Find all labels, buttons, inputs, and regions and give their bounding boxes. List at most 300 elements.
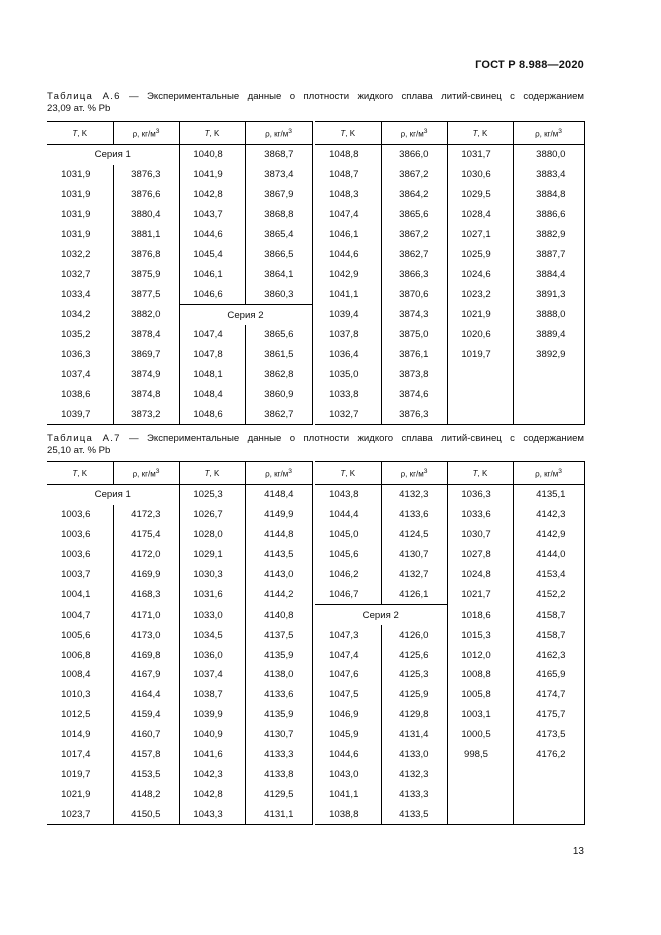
density-cell: 3886,6 xyxy=(513,205,584,225)
table-header xyxy=(47,122,584,145)
temperature-cell: 1038,8 xyxy=(315,804,381,824)
temperature-cell: 1036,0 xyxy=(179,645,245,665)
density-cell: 4133,3 xyxy=(245,745,312,765)
caption-text: — Экспериментальные данные о плотности жидкого сплава литий-свинец с содержанием xyxy=(129,433,585,444)
table-row xyxy=(47,345,584,365)
density-cell: 3891,3 xyxy=(513,284,584,304)
temperature-cell: 1019,7 xyxy=(447,345,513,365)
density-cell: 3876,3 xyxy=(381,405,447,425)
temperature-cell: 1043,0 xyxy=(329,768,359,780)
density-cell: 4132,3 xyxy=(381,764,447,784)
density-cell: 4133,5 xyxy=(381,804,447,824)
density-cell: 4131,1 xyxy=(245,804,312,824)
density-cell: 3865,6 xyxy=(381,205,447,225)
density-unit-exponent: 3 xyxy=(423,127,428,135)
series-label: Серия 1 xyxy=(47,485,179,505)
density-cell: 4130,7 xyxy=(245,725,312,745)
density-unit-exponent: 3 xyxy=(155,127,160,135)
density-cell: 3888,0 xyxy=(513,305,584,325)
table-row xyxy=(47,784,584,804)
density-cell: 4124,5 xyxy=(381,525,447,545)
density-cell: 3889,4 xyxy=(513,325,584,345)
temperature-cell: 1025,9 xyxy=(447,244,513,264)
temperature-cell: 1031,9 xyxy=(61,189,91,201)
density-cell: 4143,5 xyxy=(245,545,312,565)
density-cell: 4164,4 xyxy=(113,685,179,705)
temperature-cell: 1043,3 xyxy=(179,804,245,824)
density-unit-exponent: 3 xyxy=(288,467,292,475)
density-cell: 4172,0 xyxy=(113,545,179,565)
temperature-cell: 1041,9 xyxy=(179,165,245,185)
density-cell: 3876,1 xyxy=(381,345,447,365)
density-cell: 3867,2 xyxy=(381,225,447,245)
temperature-cell: 1031,7 xyxy=(447,145,513,165)
density-cell: 4165,9 xyxy=(513,665,584,685)
temperature-cell: 1004,7 xyxy=(61,609,91,621)
density-cell: 4169,9 xyxy=(113,565,179,585)
series-label: Серия 2 xyxy=(315,605,447,625)
temperature-unit: , K xyxy=(345,468,356,478)
density-cell: 3862,8 xyxy=(245,365,312,385)
density-cell: 3873,8 xyxy=(381,365,447,385)
density-label: ρ, кг/м xyxy=(132,129,156,139)
density-cell: 3864,1 xyxy=(245,264,312,284)
temperature-cell xyxy=(447,784,513,804)
table-row xyxy=(47,545,584,565)
density-cell: 3873,4 xyxy=(245,165,312,185)
density-cell: 4148,4 xyxy=(245,485,312,505)
table-row xyxy=(47,264,584,284)
density-cell: 3876,8 xyxy=(113,244,179,264)
density-cell: 3880,0 xyxy=(513,145,584,165)
density-cell: 4148,2 xyxy=(113,784,179,804)
temperature-cell: 1031,6 xyxy=(179,584,245,604)
density-unit-exponent: 3 xyxy=(558,467,562,475)
density-cell: 3883,4 xyxy=(513,165,584,185)
density-cell: 4158,7 xyxy=(513,625,584,645)
density-cell: 4125,3 xyxy=(381,665,447,685)
temperature-cell: 998,5 xyxy=(447,745,513,765)
temperature-cell: 1042,3 xyxy=(179,764,245,784)
temperature-cell: 1025,3 xyxy=(179,485,245,505)
page-number: 13 xyxy=(572,846,584,857)
temperature-unit: , K xyxy=(477,468,488,478)
density-cell: 3874,6 xyxy=(381,385,447,405)
density-cell: 3876,3 xyxy=(113,165,179,185)
temperature-cell: 1024,8 xyxy=(447,565,513,585)
density-cell: 4171,0 xyxy=(113,605,179,625)
temperature-cell: 1018,6 xyxy=(447,605,513,625)
temperature-cell: 1036,4 xyxy=(329,349,359,361)
density-cell: 3884,8 xyxy=(513,185,584,205)
density-cell: 3869,7 xyxy=(113,345,179,365)
density-cell: 3874,9 xyxy=(113,365,179,385)
temperature-unit: , K xyxy=(77,468,88,478)
caption-text: — Экспериментальные данные о плотности жидкого сплава литий-свинец с содержанием xyxy=(129,91,585,102)
density-cell xyxy=(513,385,584,405)
density-cell: 3866,5 xyxy=(245,244,312,264)
table-row xyxy=(47,244,584,264)
table-row xyxy=(47,205,584,225)
density-cell xyxy=(513,784,584,804)
table-row xyxy=(47,705,584,725)
temperature-unit: , K xyxy=(77,128,88,138)
header-temperature xyxy=(47,462,113,485)
caption-line2: 23,09 ат. % Pb xyxy=(47,103,111,114)
density-cell: 3865,6 xyxy=(245,325,312,345)
temperature-cell: 1031,9 xyxy=(61,229,91,240)
temperature-cell: 1003,6 xyxy=(61,549,91,561)
density-cell: 4173,5 xyxy=(513,725,584,745)
temperature-cell: 1012,0 xyxy=(447,645,513,665)
density-cell: 4132,7 xyxy=(381,565,447,585)
temperature-cell: 1039,7 xyxy=(47,405,113,425)
temperature-cell: 1038,6 xyxy=(61,389,91,401)
density-cell: 4132,3 xyxy=(381,485,447,505)
header-row xyxy=(47,462,584,485)
temperature-cell: 1037,8 xyxy=(329,329,359,341)
table-row xyxy=(47,284,584,304)
table-row xyxy=(47,625,584,645)
header-temperature xyxy=(447,122,513,145)
table-row xyxy=(47,145,584,165)
density-cell: 3874,8 xyxy=(113,385,179,405)
temperature-symbol: T xyxy=(472,468,478,478)
density-cell: 3875,0 xyxy=(381,325,447,345)
header-temperature xyxy=(447,462,513,485)
series-label: Серия 2 xyxy=(179,305,312,325)
temperature-cell: 1047,3 xyxy=(329,629,359,641)
temperature-cell: 1045,9 xyxy=(329,729,359,741)
temperature-cell: 1032,2 xyxy=(61,248,91,260)
temperature-cell: 1045,4 xyxy=(179,244,245,264)
temperature-cell: 1044,4 xyxy=(329,509,359,521)
density-cell: 3866,3 xyxy=(381,264,447,284)
temperature-cell: 1046,7 xyxy=(315,584,381,604)
header-density xyxy=(245,122,312,145)
density-cell: 4133,6 xyxy=(381,505,447,525)
header-density xyxy=(381,122,447,145)
density-unit-exponent: 3 xyxy=(155,467,160,475)
density-cell: 4142,3 xyxy=(513,505,584,525)
caption-label: Таблица А.6 xyxy=(47,91,121,102)
density-unit-exponent: 3 xyxy=(558,127,562,135)
temperature-cell: 1042,8 xyxy=(179,185,245,205)
density-cell: 4169,8 xyxy=(113,645,179,665)
density-cell: 3882,9 xyxy=(513,225,584,245)
temperature-symbol: T xyxy=(340,468,346,478)
table-row xyxy=(47,665,584,685)
temperature-cell: 1004,1 xyxy=(61,589,91,601)
density-cell: 4167,9 xyxy=(113,665,179,685)
density-cell: 3875,9 xyxy=(113,264,179,284)
table-row xyxy=(47,745,584,765)
temperature-cell xyxy=(447,365,513,385)
temperature-cell: 1036,3 xyxy=(61,349,91,361)
density-cell xyxy=(513,804,584,824)
temperature-cell: 1003,7 xyxy=(61,569,91,580)
temperature-cell: 1000,5 xyxy=(447,725,513,745)
temperature-cell: 1048,8 xyxy=(329,149,359,161)
temperature-symbol: T xyxy=(72,468,78,478)
temperature-cell xyxy=(447,764,513,784)
density-cell: 4144,2 xyxy=(245,584,312,604)
density-cell: 4160,7 xyxy=(113,725,179,745)
density-cell: 4135,9 xyxy=(245,705,312,725)
header-temperature xyxy=(47,122,113,145)
caption-label: Таблица А.7 xyxy=(47,433,121,444)
temperature-cell xyxy=(447,804,513,824)
temperature-cell: 1048,4 xyxy=(179,385,245,405)
temperature-cell: 1008,4 xyxy=(61,669,91,681)
density-cell: 4126,1 xyxy=(381,584,447,604)
header-density xyxy=(513,122,584,145)
temperature-cell: 1027,1 xyxy=(447,225,513,245)
density-cell: 4175,4 xyxy=(113,525,179,545)
temperature-cell: 1033,8 xyxy=(329,389,359,401)
temperature-cell: 1044,6 xyxy=(179,225,245,245)
temperature-cell: 1005,8 xyxy=(447,685,513,705)
table-row xyxy=(47,405,584,425)
density-cell: 4129,5 xyxy=(245,784,312,804)
temperature-cell: 1034,5 xyxy=(179,625,245,645)
density-unit-exponent: 3 xyxy=(423,467,428,475)
density-label: ρ, кг/м xyxy=(535,469,559,479)
density-cell: 3870,6 xyxy=(381,284,447,304)
temperature-unit: , K xyxy=(345,128,356,138)
density-label: ρ, кг/м xyxy=(265,469,289,479)
density-cell: 4174,7 xyxy=(513,685,584,705)
density-cell: 4137,5 xyxy=(245,625,312,645)
density-cell: 4157,8 xyxy=(113,745,179,765)
temperature-cell: 1029,1 xyxy=(179,545,245,565)
density-cell: 4143,0 xyxy=(245,565,312,585)
temperature-cell: 1026,7 xyxy=(179,505,245,525)
table-row xyxy=(47,764,584,784)
temperature-cell: 1046,1 xyxy=(329,229,359,240)
table-a6 xyxy=(47,121,585,425)
density-cell: 4175,7 xyxy=(513,705,584,725)
temperature-cell: 1019,7 xyxy=(61,768,91,780)
density-cell: 4144,8 xyxy=(245,525,312,545)
density-cell: 4176,2 xyxy=(513,745,584,765)
temperature-cell: 1048,6 xyxy=(179,405,245,425)
temperature-cell: 1045,6 xyxy=(329,549,359,561)
table-a7 xyxy=(47,461,585,825)
temperature-symbol: T xyxy=(204,128,210,138)
density-cell: 4172,3 xyxy=(113,505,179,525)
temperature-cell: 1047,4 xyxy=(179,325,245,345)
temperature-cell: 1020,6 xyxy=(447,325,513,345)
temperature-cell: 1035,2 xyxy=(61,329,91,341)
density-unit-exponent: 3 xyxy=(288,127,292,135)
header-density xyxy=(381,462,447,485)
temperature-cell: 1014,9 xyxy=(61,729,91,741)
header-density xyxy=(113,462,179,485)
table-a7-caption xyxy=(47,433,584,457)
temperature-cell: 1048,3 xyxy=(329,189,359,201)
density-cell: 3861,5 xyxy=(245,345,312,365)
temperature-cell: 1035,0 xyxy=(329,369,359,381)
temperature-cell: 1012,5 xyxy=(61,709,91,721)
temperature-cell: 1033,0 xyxy=(179,605,245,625)
density-cell: 4129,8 xyxy=(381,705,447,725)
table-row xyxy=(47,565,584,585)
temperature-cell: 1046,1 xyxy=(179,264,245,284)
temperature-cell: 1003,1 xyxy=(447,705,513,725)
temperature-cell: 1046,2 xyxy=(329,569,359,580)
temperature-cell: 1027,8 xyxy=(447,545,513,565)
density-cell: 3873,2 xyxy=(113,405,179,425)
table-row xyxy=(47,225,584,245)
density-cell xyxy=(513,405,584,425)
density-cell: 3876,6 xyxy=(113,185,179,205)
header-temperature xyxy=(179,122,245,145)
temperature-cell: 1015,3 xyxy=(447,625,513,645)
temperature-cell: 1017,4 xyxy=(61,749,91,761)
density-cell: 3867,9 xyxy=(245,185,312,205)
density-cell: 4153,5 xyxy=(113,764,179,784)
density-label: ρ, кг/м xyxy=(265,129,289,139)
density-label: ρ, кг/м xyxy=(535,129,559,139)
density-cell: 4142,9 xyxy=(513,525,584,545)
temperature-cell: 1037,4 xyxy=(179,665,245,685)
temperature-cell: 1048,1 xyxy=(179,365,245,385)
density-cell: 4153,4 xyxy=(513,565,584,585)
temperature-cell: 1047,5 xyxy=(329,689,359,701)
standard-number: ГОСТ Р 8.988—2020 xyxy=(475,59,584,71)
density-cell: 3874,3 xyxy=(381,305,447,325)
header-density xyxy=(513,462,584,485)
temperature-cell: 1033,6 xyxy=(447,505,513,525)
temperature-cell: 1023,2 xyxy=(447,284,513,304)
density-cell: 4162,3 xyxy=(513,645,584,665)
temperature-cell: 1046,6 xyxy=(179,284,245,304)
temperature-cell: 1031,9 xyxy=(61,169,91,181)
temperature-cell: 1047,6 xyxy=(329,669,359,681)
header-temperature xyxy=(315,462,381,485)
temperature-symbol: T xyxy=(340,128,346,138)
temperature-cell: 1005,6 xyxy=(61,629,91,641)
table-row xyxy=(47,325,584,345)
temperature-cell: 1021,9 xyxy=(61,788,91,800)
density-cell: 3864,2 xyxy=(381,185,447,205)
header-density xyxy=(113,122,179,145)
temperature-cell: 1039,9 xyxy=(179,705,245,725)
temperature-cell: 1047,8 xyxy=(179,345,245,365)
temperature-cell: 1042,8 xyxy=(179,784,245,804)
density-cell: 3882,0 xyxy=(113,305,179,325)
temperature-symbol: T xyxy=(204,468,210,478)
density-cell: 4133,0 xyxy=(381,745,447,765)
temperature-cell: 1006,8 xyxy=(61,649,91,661)
density-cell: 3884,4 xyxy=(513,264,584,284)
temperature-unit: , K xyxy=(209,128,220,138)
temperature-cell: 1024,6 xyxy=(447,264,513,284)
temperature-cell: 1021,7 xyxy=(447,584,513,604)
temperature-cell: 1008,8 xyxy=(447,665,513,685)
temperature-cell: 1003,6 xyxy=(61,529,91,541)
caption-line2: 25,10 ат. % Pb xyxy=(47,445,111,456)
density-cell: 3881,1 xyxy=(113,225,179,245)
table-row xyxy=(47,605,584,625)
table-row xyxy=(47,385,584,405)
density-cell: 4150,5 xyxy=(113,804,179,824)
temperature-cell: 1030,6 xyxy=(447,165,513,185)
density-cell: 4152,2 xyxy=(513,584,584,604)
table-row xyxy=(47,645,584,665)
density-cell: 3862,7 xyxy=(245,405,312,425)
header-row xyxy=(47,122,584,145)
temperature-unit: , K xyxy=(477,128,488,138)
temperature-cell: 1021,9 xyxy=(447,305,513,325)
temperature-cell: 1036,3 xyxy=(447,485,513,505)
density-cell: 3868,8 xyxy=(245,205,312,225)
header-temperature xyxy=(315,122,381,145)
density-cell: 4159,4 xyxy=(113,705,179,725)
density-cell: 4173,0 xyxy=(113,625,179,645)
temperature-cell: 1010,3 xyxy=(61,689,91,701)
density-cell: 3892,9 xyxy=(513,345,584,365)
density-cell: 3866,0 xyxy=(381,145,447,165)
table-row xyxy=(47,365,584,385)
temperature-cell: 1034,2 xyxy=(61,309,91,321)
density-cell: 4135,1 xyxy=(513,485,584,505)
temperature-symbol: T xyxy=(72,128,78,138)
density-cell: 3860,3 xyxy=(245,284,312,304)
table-row xyxy=(47,505,584,525)
density-cell: 3868,7 xyxy=(245,145,312,165)
temperature-cell: 1033,4 xyxy=(61,288,91,300)
table-row xyxy=(47,185,584,205)
temperature-cell: 1048,7 xyxy=(329,169,359,181)
temperature-cell: 1031,9 xyxy=(61,209,91,221)
table-row xyxy=(47,485,584,505)
temperature-cell: 1047,4 xyxy=(329,209,359,221)
temperature-unit: , K xyxy=(209,468,220,478)
header-density xyxy=(245,462,312,485)
table-row xyxy=(47,305,584,325)
table-body xyxy=(47,145,584,425)
temperature-cell: 1032,7 xyxy=(61,268,91,280)
temperature-cell: 1044,6 xyxy=(329,248,359,260)
temperature-cell: 1046,9 xyxy=(329,709,359,721)
table-body xyxy=(47,485,584,825)
temperature-cell: 1023,7 xyxy=(47,804,113,824)
temperature-cell: 1041,6 xyxy=(179,745,245,765)
density-cell: 3878,4 xyxy=(113,325,179,345)
density-cell: 3880,4 xyxy=(113,205,179,225)
density-cell: 4158,7 xyxy=(513,605,584,625)
series-label: Серия 1 xyxy=(47,145,179,165)
temperature-cell: 1003,6 xyxy=(61,509,91,521)
temperature-cell: 1041,1 xyxy=(329,288,359,300)
density-cell: 3862,7 xyxy=(381,244,447,264)
table-row xyxy=(47,584,584,604)
density-cell: 4133,8 xyxy=(245,764,312,784)
density-label: ρ, кг/м xyxy=(400,469,424,479)
density-cell: 3877,5 xyxy=(113,284,179,304)
temperature-cell: 1038,7 xyxy=(179,685,245,705)
temperature-cell: 1030,3 xyxy=(179,565,245,585)
table-row xyxy=(47,525,584,545)
temperature-cell: 1044,6 xyxy=(329,749,359,761)
density-cell: 4140,8 xyxy=(245,605,312,625)
table-row xyxy=(47,804,584,824)
density-cell: 4168,3 xyxy=(113,584,179,604)
temperature-cell: 1040,9 xyxy=(179,725,245,745)
table-row xyxy=(47,725,584,745)
